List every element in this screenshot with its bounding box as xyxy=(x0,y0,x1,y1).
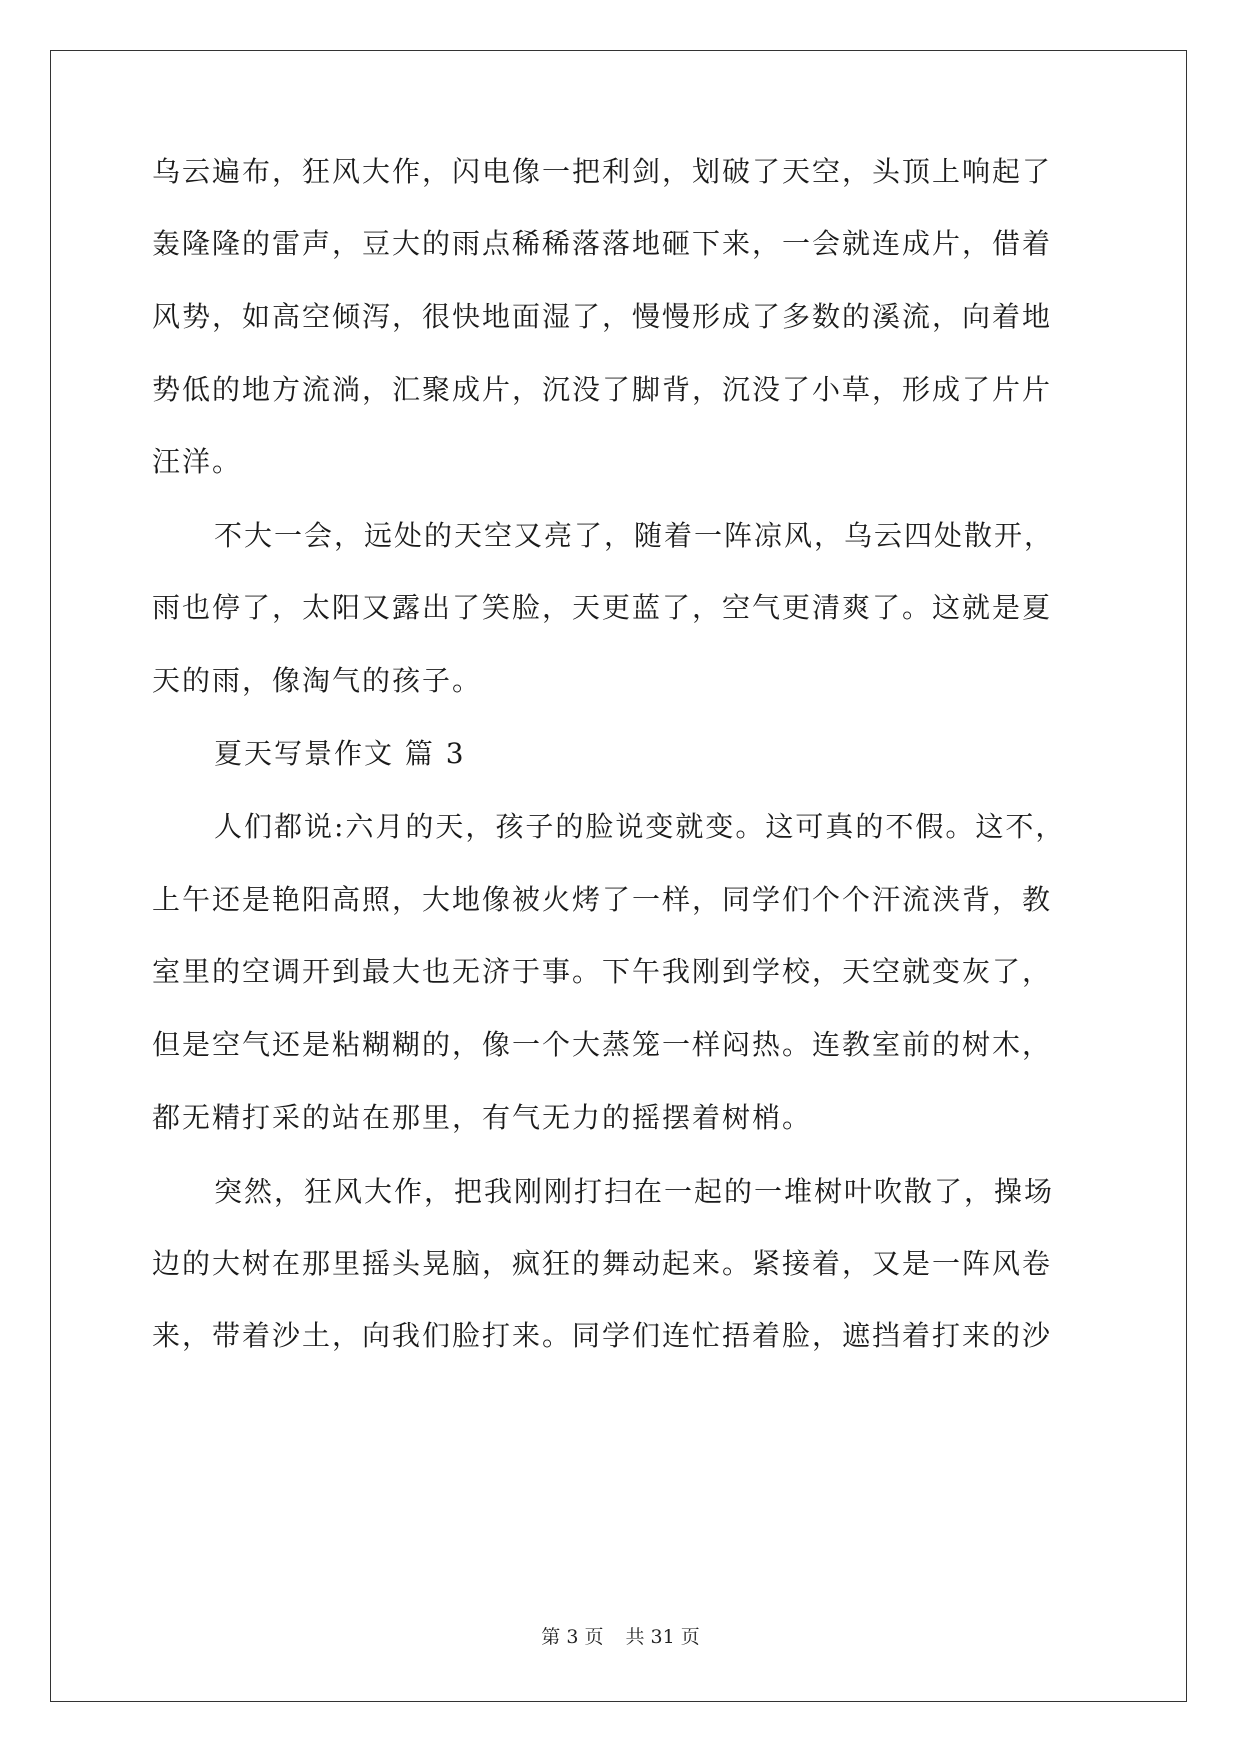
text-line: 来，带着沙土，向我们脸打来。同学们连忙捂着脸，遮挡着打来的沙 xyxy=(152,1319,1053,1352)
text-line: 轰隆隆的雷声，豆大的雨点稀稀落落地砸下来，一会就连成片，借着 xyxy=(152,227,1053,260)
text-line: 势低的地方流淌，汇聚成片，沉没了脚背，沉没了小草，形成了片片 xyxy=(152,373,1053,406)
paragraph-first-line: 人们都说:六月的天，孩子的脸说变就变。这可真的不假。这不， xyxy=(214,810,1066,843)
text-line: 边的大树在那里摇头晃脑，疯狂的舞动起来。紧接着，又是一阵风卷 xyxy=(152,1247,1053,1280)
text-line: 室里的空调开到最大也无济于事。下午我刚到学校，天空就变灰了， xyxy=(152,955,1053,988)
current-page-number: 第 3 页 xyxy=(541,1626,604,1648)
text-line: 天的雨，像淘气的孩子。 xyxy=(152,664,483,697)
text-line: 雨也停了，太阳又露出了笑脸，天更蓝了，空气更清爽了。这就是夏 xyxy=(152,591,1053,624)
text-line: 上午还是艳阳高照，大地像被火烤了一样，同学们个个汗流浃背，教 xyxy=(152,883,1053,916)
page-footer xyxy=(0,1622,1241,1649)
text-line: 但是空气还是粘糊糊的，像一个大蒸笼一样闷热。连教室前的树木， xyxy=(152,1028,1053,1061)
paragraph-first-line: 不大一会，远处的天空又亮了，随着一阵凉风，乌云四处散开， xyxy=(214,519,1055,552)
text-line: 乌云遍布，狂风大作，闪电像一把利剑，划破了天空，头顶上响起了 xyxy=(152,155,1053,188)
text-line: 都无精打采的站在那里，有气无力的摇摆着树梢。 xyxy=(152,1101,813,1134)
total-page-count: 共 31 页 xyxy=(625,1626,700,1648)
text-line: 风势，如高空倾泻，很快地面湿了，慢慢形成了多数的溪流，向着地 xyxy=(152,300,1053,333)
paragraph-first-line: 突然，狂风大作，把我刚刚打扫在一起的一堆树叶吹散了，操场 xyxy=(214,1175,1055,1208)
text-line: 汪洋。 xyxy=(152,445,243,478)
section-heading: 夏天写景作文 篇 3 xyxy=(214,737,466,770)
